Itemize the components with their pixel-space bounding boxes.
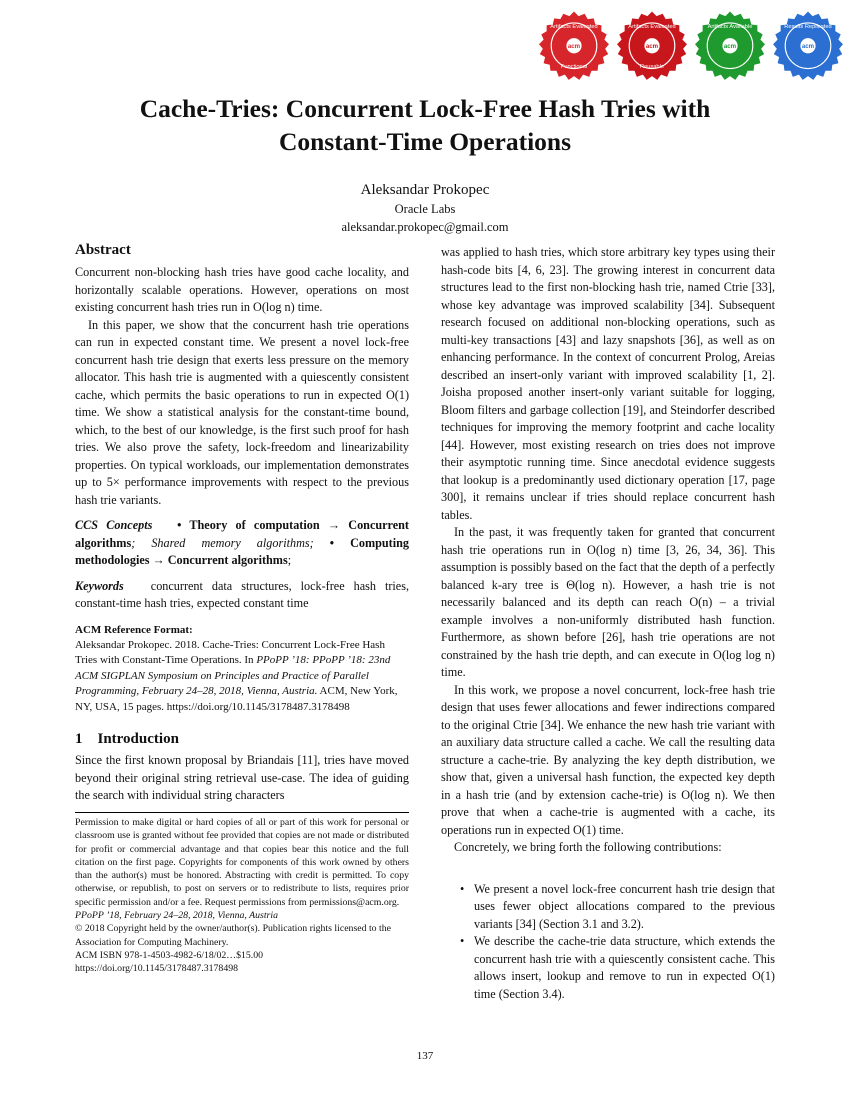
acm-reference-heading: ACM Reference Format:	[75, 623, 193, 636]
intro-paragraph-continued: was applied to hash tries, which store arbitrary key types using their hash-code bits [4, 6, 23]. The growing interest in concurrent data structures lead to the first non-blocking hash trie, named Ctrie [33], whose key advantage was improved scalability [34]. Subsequent research focused on additional non-blocking operations, such as multi-key transactions [43] and lazy snapshots [36], as well as on enhancing performance. In the context of concurrent Prolog, Areias described an insert-only variant with improved scalability [1, 2]. Joisha proposed another insert-only variant suitable for logging, Bloom filters and garbage collection [19], and Steindorfer described techniques for improving the memory footprint and cache locality [44]. However, most existing research on tries does not improve their asymptotic running time. Since anecdotal evidence suggests that lookup is a predominantly used dictionary operation [17, page 300], it remains unclear if tries should replace concurrent hash tables.	[441, 245, 775, 522]
svg-text:Results Replicated: Results Replicated	[784, 24, 832, 31]
acm-logo-icon	[770, 10, 846, 86]
badge-artifacts-available	[692, 10, 768, 86]
keywords-text: concurrent data structures, lock-free hash tries, constant-time hash tries, expected constant time	[75, 578, 410, 610]
acm-reference-venue: PPoPP ’18: PPoPP ’18: 23nd ACM SIGPLAN Symposium on Principles and Practice of Parallel Programming, February 24–28, 2018, Vienna, Austria.	[75, 654, 391, 698]
author-name: Aleksandar Prokopec	[360, 182, 490, 198]
badge-results-replicated	[770, 10, 846, 86]
page-number: 137	[416, 1050, 434, 1062]
ccs-text-1: • Theory of computation → Concurrent algorithms	[75, 518, 409, 550]
acm-logo-icon	[536, 10, 612, 86]
ccs-text-4: ;	[287, 553, 292, 567]
svg-text:Reusable: Reusable	[639, 63, 665, 70]
badge-artifacts-evaluated-reusable	[614, 10, 690, 86]
intro-paragraph-4: Concretely, we bring forth the following contributions:	[454, 840, 722, 854]
section-title: Introduction	[97, 731, 179, 748]
author-email: aleksandar.prokopec@gmail.com	[341, 220, 509, 234]
section-number: 1	[75, 731, 83, 748]
acm-reference-text	[75, 638, 409, 716]
acm-logo-icon	[614, 10, 690, 86]
list-item: • We describe the cache-trie data structure, which extends the concurrent hash trie with a quiescently consistent cache. This allows insert, lookup and remove to run in expected O(1) time (Section 3.4).	[460, 934, 775, 1001]
badge-artifacts-evaluated-functional	[536, 10, 612, 86]
doi-link[interactable]: https://doi.org/10.1145/3178487.3178498	[75, 963, 239, 975]
svg-text:acm: acm	[801, 43, 815, 50]
acm-reference-text-1: Aleksandar Prokopec. 2018. Cache-Tries: Concurrent Lock-Free Hash Tries with Constant-Time Operations. In	[75, 638, 385, 667]
acm-reference-text-2: ACM, New York, NY, USA, 15 pages. https://doi.org/10.1145/3178487.3178498	[75, 685, 398, 713]
intro-paragraph-3: In this work, we propose a novel concurrent, lock-free hash trie design that uses fewer allocations and fewer indirections compared to the original Ctrie [34]. We enhance the new hash trie variant with an auxiliary data structure called a cache. We call the resulting data structure a cache-trie. By analyzing the key depth distribution, we show that, given a universal hash function, the expected key depth in a hash trie (and by extension cache-trie) is O(log n). We then prove that when a cache-trie is augmented with a cache, its operations run in expected O(1) time.	[441, 682, 775, 837]
author-affiliation: Oracle Labs	[394, 202, 456, 216]
permission-venue: PPoPP ’18, February 24–28, 2018, Vienna, Austria	[75, 910, 278, 922]
svg-text:acm: acm	[645, 43, 659, 50]
keywords	[75, 578, 409, 613]
acm-logo-icon	[692, 10, 768, 86]
abstract-heading: Abstract	[75, 242, 131, 258]
bullet-icon: •	[460, 881, 465, 896]
abstract-paragraph-1: Concurrent non-blocking hash tries have good cache locality, and horizontally scalable operations. However, operations on most existing concurrent hash tries run in O(log n) time.	[75, 265, 409, 314]
introduction-heading	[75, 729, 409, 749]
isbn-text: ACM ISBN 978-1-4503-4982-6/18/02…$15.00	[75, 949, 264, 961]
ccs-concepts	[75, 517, 409, 570]
paper-title	[60, 92, 790, 158]
bullet-icon: •	[460, 934, 465, 948]
author-block	[225, 180, 625, 236]
paper-title-line1: Cache-Tries: Concurrent Lock-Free Hash Tries with	[139, 94, 711, 123]
permission-text: Permission to make digital or hard copies of all or part of this work for personal or classroom use is granted without fee provided that copies are not made or distributed for profit or commercial advantage and that copies bear this notice and the full citation on the first page. Copyrights for components of this work owned by others than the author(s) must be honored. Abstracting with credit is permitted. To copy otherwise, or republish, to post on servers or to redistribute to lists, requires prior specific permission and/or a fee. Request permissions from permissions@acm.org.	[75, 817, 409, 908]
copyright-text: © 2018 Copyright held by the owner/author(s). Publication rights licensed to the Association for Computing Machinery.	[75, 923, 391, 948]
left-column	[75, 240, 409, 805]
paper-title-line2: Constant-Time Operations	[278, 127, 572, 156]
svg-text:acm: acm	[723, 43, 737, 50]
svg-text:Artifacts Available: Artifacts Available	[707, 24, 753, 31]
ccs-text-3: • Computing methodologies → Concurrent algorithms	[75, 535, 410, 567]
ccs-text-2: ; Shared memory algorithms;	[131, 535, 330, 550]
svg-text:Artifacts Evaluated: Artifacts Evaluated	[550, 24, 598, 31]
acm-badges	[536, 10, 836, 88]
list-item: • We present a novel lock-free concurrent hash trie design that uses fewer object allocations compared to the previous variants [34] (Section 3.1 and 3.2).	[460, 881, 775, 931]
abstract-paragraph-2: In this paper, we show that the concurrent hash trie operations can run in expected constant time. We present a novel lock-free concurrent hash trie design that exerts less pressure on the memory allocator. This hash trie is augmented with a quiescently consistent cache, which permits the basic operations to run in expected O(1) time. We show a statistical analysis for the constant-time bound, which, to the best of our knowledge, is the first such proof for hash tries. We also prove the safety, lock-freedom and linearizability properties. On typical workloads, our implementation demonstrates up to 5× performance improvements with respect to the previous hash trie variants.	[75, 317, 409, 507]
ccs-label: CCS Concepts	[75, 518, 153, 532]
contributions-list	[441, 881, 775, 1004]
svg-text:Functional: Functional	[560, 63, 588, 70]
keywords-label: Keywords	[75, 578, 124, 593]
introduction-paragraph-1: Since the first known proposal by Briandais [11], tries have moved beyond their original string retrieval use-case. The idea of guiding the search with individual string characters	[75, 753, 409, 803]
svg-text:acm: acm	[567, 43, 581, 50]
right-column	[441, 244, 775, 1003]
svg-text:Artifacts Evaluated: Artifacts Evaluated	[628, 24, 676, 31]
intro-paragraph-2: In the past, it was frequently taken for granted that concurrent hash trie operations run in O(log n) time [3, 26, 34, 36]. This assumption is possibly based on the fact that the depth of a perfectly balanced k-ary tree is Θ(log n). However, a hash trie is not necessarily balanced and its depth can reach O(n) – a trivial example involves a non-uniformly distributed hash function. Furthermore, as shown before [26], hash trie operations are not constrained by the hash trie depth, and can execute in O(log log n) time.	[441, 525, 775, 679]
permission-footnote	[75, 812, 409, 976]
